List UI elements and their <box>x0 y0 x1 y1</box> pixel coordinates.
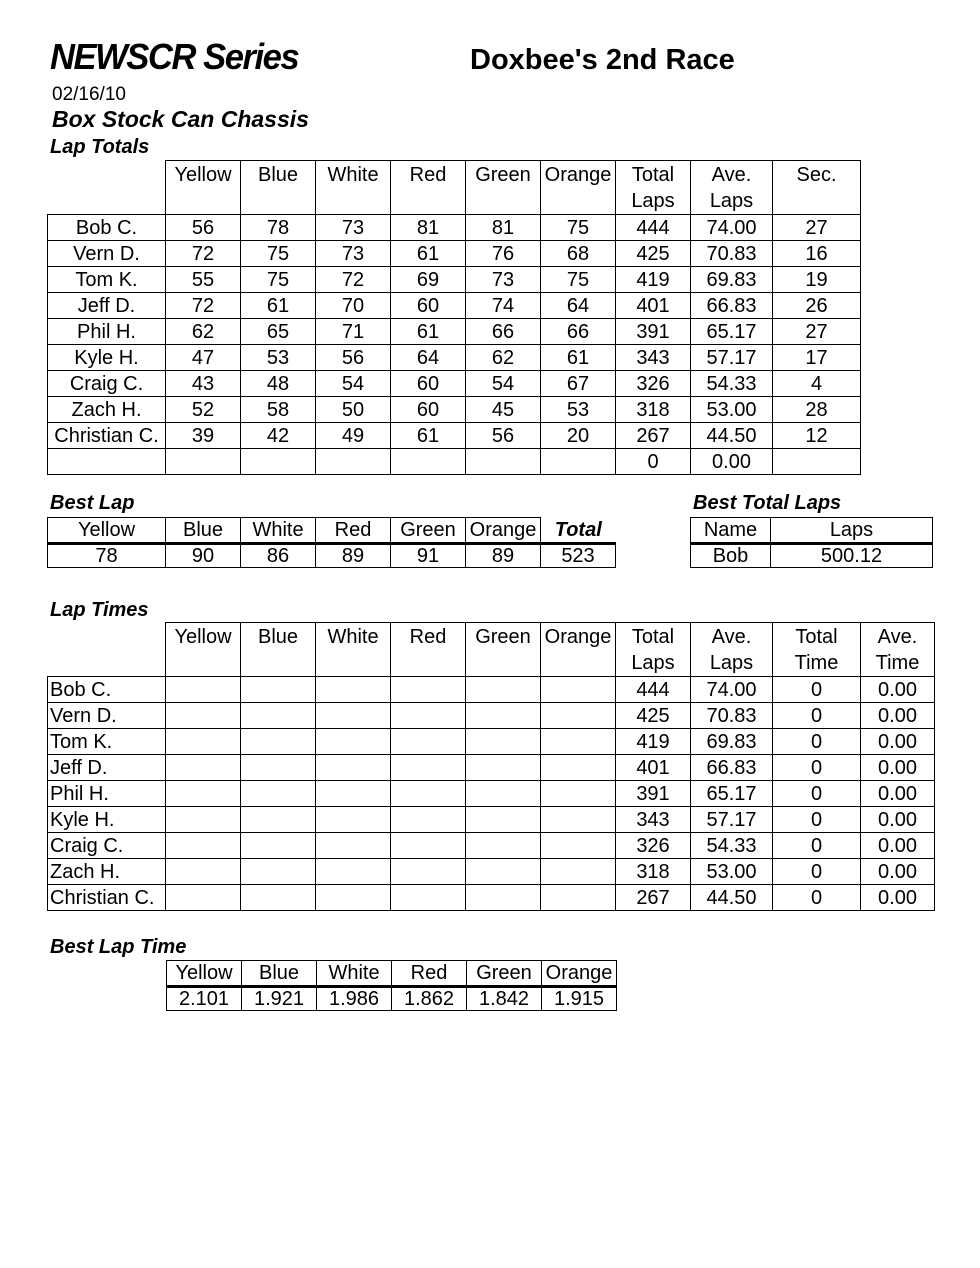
table-cell: 81 <box>466 215 541 241</box>
table-cell: 4 <box>773 371 861 397</box>
table-cell: 318 <box>616 397 691 423</box>
driver-name: Kyle H. <box>48 345 166 371</box>
table-cell: 27 <box>773 319 861 345</box>
table-cell <box>166 807 241 833</box>
table-cell <box>541 859 616 885</box>
table-cell <box>166 703 241 729</box>
table-cell <box>316 677 391 703</box>
best-lap-blue: 90 <box>166 544 241 568</box>
table-cell <box>166 781 241 807</box>
best-lap-time-red: 1.862 <box>392 987 467 1011</box>
table-cell <box>466 703 541 729</box>
table-cell <box>391 833 466 859</box>
col-header-white: White <box>316 161 391 215</box>
table-cell: 0.00 <box>861 859 935 885</box>
col-header-sec: Sec. <box>773 161 861 215</box>
table-cell <box>241 729 316 755</box>
table-cell <box>316 449 391 475</box>
table-cell <box>466 807 541 833</box>
col-header-yellow: Yellow <box>167 961 242 987</box>
table-cell: 0 <box>773 781 861 807</box>
col-header-total: Total <box>541 518 616 544</box>
table-cell: 401 <box>616 293 691 319</box>
driver-name: Craig C. <box>48 833 166 859</box>
driver-name: Vern D. <box>48 241 166 267</box>
table-row <box>48 859 935 885</box>
best-lap-table <box>47 517 616 568</box>
table-cell: 44.50 <box>691 423 773 449</box>
table-cell: 53 <box>541 397 616 423</box>
table-cell: 27 <box>773 215 861 241</box>
table-row <box>48 215 861 241</box>
lap-totals-title: Lap Totals <box>50 136 150 158</box>
table-cell: 61 <box>541 345 616 371</box>
table-cell <box>466 859 541 885</box>
table-cell: 0.00 <box>861 807 935 833</box>
table-cell <box>391 859 466 885</box>
best-lap-time-white: 1.986 <box>317 987 392 1011</box>
table-cell <box>541 677 616 703</box>
driver-name: Kyle H. <box>48 807 166 833</box>
best-lap-red: 89 <box>316 544 391 568</box>
table-cell <box>241 833 316 859</box>
col-header-name: Name <box>691 518 771 544</box>
table-cell: 45 <box>466 397 541 423</box>
table-row <box>48 293 861 319</box>
race-date: 02/16/10 <box>52 84 126 105</box>
table-cell <box>541 885 616 911</box>
driver-name: Phil H. <box>48 781 166 807</box>
col-header-red: Red <box>391 623 466 677</box>
table-cell <box>391 755 466 781</box>
table-cell <box>391 449 466 475</box>
table-cell: 0.00 <box>861 677 935 703</box>
table-cell: 444 <box>616 215 691 241</box>
table-cell: 72 <box>166 241 241 267</box>
table-cell: 72 <box>166 293 241 319</box>
driver-name: Bob C. <box>48 215 166 241</box>
table-cell: 69 <box>391 267 466 293</box>
lap-times-title: Lap Times <box>50 599 149 621</box>
driver-name: Jeff D. <box>48 755 166 781</box>
table-cell: 65.17 <box>691 781 773 807</box>
table-cell: 50 <box>316 397 391 423</box>
col-header-total-laps: Total Laps <box>616 161 691 215</box>
col-header-blue: Blue <box>241 161 316 215</box>
table-cell: 74.00 <box>691 215 773 241</box>
col-header-white: White <box>317 961 392 987</box>
table-cell: 81 <box>391 215 466 241</box>
lap-times-table <box>47 622 935 911</box>
table-row <box>48 807 935 833</box>
table-cell: 53.00 <box>691 859 773 885</box>
table-cell: 0 <box>773 807 861 833</box>
table-row <box>48 319 861 345</box>
best-total-laps-value-row <box>691 544 933 568</box>
table-cell: 0.00 <box>861 781 935 807</box>
table-cell <box>166 859 241 885</box>
best-total-laps: 500.12 <box>771 544 933 568</box>
best-lap-title: Best Lap <box>50 492 135 514</box>
table-cell: 73 <box>316 241 391 267</box>
table-cell: 74 <box>466 293 541 319</box>
col-header-red: Red <box>392 961 467 987</box>
table-cell <box>241 703 316 729</box>
table-cell: 42 <box>241 423 316 449</box>
table-cell <box>391 703 466 729</box>
table-cell: 64 <box>391 345 466 371</box>
table-cell: 49 <box>316 423 391 449</box>
table-cell <box>541 833 616 859</box>
table-cell: 54.33 <box>691 833 773 859</box>
table-cell: 55 <box>166 267 241 293</box>
table-cell: 419 <box>616 267 691 293</box>
table-cell <box>241 755 316 781</box>
table-cell <box>466 833 541 859</box>
table-cell: 326 <box>616 833 691 859</box>
best-lap-white: 86 <box>241 544 316 568</box>
table-cell: 43 <box>166 371 241 397</box>
table-cell <box>166 729 241 755</box>
best-lap-time-table <box>166 960 617 1011</box>
table-cell: 401 <box>616 755 691 781</box>
table-row <box>48 677 935 703</box>
race-class: Box Stock Can Chassis <box>52 106 309 132</box>
table-cell: 0.00 <box>861 703 935 729</box>
table-cell: 72 <box>316 267 391 293</box>
table-cell: 61 <box>391 241 466 267</box>
table-cell <box>316 859 391 885</box>
table-cell: 0.00 <box>861 755 935 781</box>
col-header-white: White <box>241 518 316 544</box>
table-cell <box>166 833 241 859</box>
table-cell: 44.50 <box>691 885 773 911</box>
table-cell: 0 <box>773 703 861 729</box>
driver-name: Zach H. <box>48 859 166 885</box>
table-cell: 0 <box>616 449 691 475</box>
table-cell: 16 <box>773 241 861 267</box>
table-cell <box>391 885 466 911</box>
table-cell: 425 <box>616 703 691 729</box>
table-cell: 20 <box>541 423 616 449</box>
table-cell <box>466 449 541 475</box>
table-cell: 70 <box>316 293 391 319</box>
table-cell: 66 <box>466 319 541 345</box>
table-row <box>48 449 861 475</box>
header-spacer <box>48 161 166 215</box>
table-cell: 26 <box>773 293 861 319</box>
table-cell <box>166 677 241 703</box>
series-title: NEWSCR Series <box>50 36 299 77</box>
table-row <box>48 729 935 755</box>
col-header-green: Green <box>391 518 466 544</box>
table-cell <box>241 449 316 475</box>
table-cell <box>541 729 616 755</box>
table-cell <box>466 677 541 703</box>
table-cell <box>316 807 391 833</box>
col-header-ave-laps: Ave. Laps <box>691 161 773 215</box>
table-cell: 425 <box>616 241 691 267</box>
table-row <box>48 755 935 781</box>
table-cell: 0 <box>773 859 861 885</box>
table-cell: 69.83 <box>691 729 773 755</box>
table-row <box>48 833 935 859</box>
best-lap-time-yellow: 2.101 <box>167 987 242 1011</box>
table-row <box>48 267 861 293</box>
table-cell <box>466 885 541 911</box>
table-cell: 56 <box>466 423 541 449</box>
table-cell: 69.83 <box>691 267 773 293</box>
table-row <box>48 703 935 729</box>
table-row <box>48 423 861 449</box>
table-cell: 267 <box>616 423 691 449</box>
best-total-laps-title: Best Total Laps <box>693 492 842 514</box>
driver-name: Jeff D. <box>48 293 166 319</box>
table-row <box>48 241 861 267</box>
table-cell <box>541 449 616 475</box>
col-header-yellow: Yellow <box>166 623 241 677</box>
table-cell <box>466 781 541 807</box>
table-cell <box>316 885 391 911</box>
col-header-total-time: Total Time <box>773 623 861 677</box>
col-header-red: Red <box>391 161 466 215</box>
table-cell <box>316 729 391 755</box>
table-cell: 0 <box>773 677 861 703</box>
table-cell: 318 <box>616 859 691 885</box>
table-cell <box>166 449 241 475</box>
driver-name: Bob C. <box>48 677 166 703</box>
table-cell: 56 <box>316 345 391 371</box>
table-cell: 267 <box>616 885 691 911</box>
table-cell: 75 <box>241 241 316 267</box>
col-header-red: Red <box>316 518 391 544</box>
table-cell: 0.00 <box>861 885 935 911</box>
table-cell <box>391 781 466 807</box>
table-cell <box>316 833 391 859</box>
table-cell: 0 <box>773 755 861 781</box>
table-cell <box>541 807 616 833</box>
table-cell <box>773 449 861 475</box>
driver-name: Christian C. <box>48 423 166 449</box>
table-cell: 70.83 <box>691 703 773 729</box>
table-cell: 76 <box>466 241 541 267</box>
table-cell: 53 <box>241 345 316 371</box>
table-cell: 0 <box>773 885 861 911</box>
table-cell: 54 <box>466 371 541 397</box>
best-lap-time-header-row <box>167 961 617 987</box>
header-spacer <box>48 623 166 677</box>
table-cell: 66.83 <box>691 293 773 319</box>
table-cell <box>316 703 391 729</box>
table-cell: 57.17 <box>691 807 773 833</box>
lap-totals-table <box>47 160 861 475</box>
driver-name <box>48 449 166 475</box>
table-cell <box>241 859 316 885</box>
table-cell: 0.00 <box>691 449 773 475</box>
lap-totals-header-row <box>48 161 861 215</box>
col-header-blue: Blue <box>166 518 241 544</box>
table-cell <box>316 755 391 781</box>
col-header-total-laps: Total Laps <box>616 623 691 677</box>
driver-name: Zach H. <box>48 397 166 423</box>
table-row <box>48 781 935 807</box>
table-cell: 61 <box>241 293 316 319</box>
best-lap-header-row <box>48 518 616 544</box>
table-row <box>48 345 861 371</box>
table-cell: 28 <box>773 397 861 423</box>
table-cell <box>241 781 316 807</box>
col-header-green: Green <box>466 623 541 677</box>
lap-times-header-row <box>48 623 935 677</box>
table-cell <box>166 755 241 781</box>
table-cell: 78 <box>241 215 316 241</box>
table-cell: 57.17 <box>691 345 773 371</box>
table-cell: 73 <box>316 215 391 241</box>
best-lap-total: 523 <box>541 544 616 568</box>
col-header-orange: Orange <box>542 961 617 987</box>
col-header-orange: Orange <box>541 161 616 215</box>
driver-name: Tom K. <box>48 729 166 755</box>
best-total-laps-table <box>690 517 933 568</box>
table-cell: 47 <box>166 345 241 371</box>
table-cell: 74.00 <box>691 677 773 703</box>
table-cell: 19 <box>773 267 861 293</box>
table-cell: 67 <box>541 371 616 397</box>
driver-name: Tom K. <box>48 267 166 293</box>
col-header-green: Green <box>467 961 542 987</box>
col-header-blue: Blue <box>241 623 316 677</box>
best-lap-orange: 89 <box>466 544 541 568</box>
table-cell <box>241 677 316 703</box>
table-cell: 60 <box>391 371 466 397</box>
table-cell: 326 <box>616 371 691 397</box>
table-cell <box>241 885 316 911</box>
table-cell: 52 <box>166 397 241 423</box>
table-cell: 60 <box>391 293 466 319</box>
table-cell <box>316 781 391 807</box>
table-cell: 343 <box>616 345 691 371</box>
table-row <box>48 371 861 397</box>
table-cell: 17 <box>773 345 861 371</box>
table-row <box>48 885 935 911</box>
table-cell: 391 <box>616 781 691 807</box>
col-header-orange: Orange <box>466 518 541 544</box>
table-cell: 65 <box>241 319 316 345</box>
driver-name: Christian C. <box>48 885 166 911</box>
col-header-green: Green <box>466 161 541 215</box>
best-lap-time-value-row <box>167 987 617 1011</box>
table-cell: 0.00 <box>861 833 935 859</box>
table-cell: 0.00 <box>861 729 935 755</box>
table-cell: 53.00 <box>691 397 773 423</box>
table-cell: 0 <box>773 729 861 755</box>
best-total-name: Bob <box>691 544 771 568</box>
table-cell: 61 <box>391 423 466 449</box>
race-title: Doxbee's 2nd Race <box>470 44 735 76</box>
col-header-blue: Blue <box>242 961 317 987</box>
table-cell: 75 <box>541 267 616 293</box>
table-cell <box>541 781 616 807</box>
col-header-ave-time: Ave. Time <box>861 623 935 677</box>
driver-name: Phil H. <box>48 319 166 345</box>
table-cell <box>541 755 616 781</box>
col-header-ave-laps: Ave. Laps <box>691 623 773 677</box>
table-cell: 75 <box>541 215 616 241</box>
col-header-white: White <box>316 623 391 677</box>
table-cell <box>541 703 616 729</box>
table-cell: 71 <box>316 319 391 345</box>
table-cell: 68 <box>541 241 616 267</box>
table-cell: 61 <box>391 319 466 345</box>
table-cell: 48 <box>241 371 316 397</box>
col-header-yellow: Yellow <box>166 161 241 215</box>
table-cell: 73 <box>466 267 541 293</box>
best-lap-time-blue: 1.921 <box>242 987 317 1011</box>
best-lap-green: 91 <box>391 544 466 568</box>
table-cell <box>391 729 466 755</box>
table-cell: 419 <box>616 729 691 755</box>
table-cell: 444 <box>616 677 691 703</box>
driver-name: Craig C. <box>48 371 166 397</box>
table-cell <box>391 807 466 833</box>
col-header-orange: Orange <box>541 623 616 677</box>
table-cell <box>466 755 541 781</box>
best-lap-time-title: Best Lap Time <box>50 936 187 958</box>
table-cell: 66.83 <box>691 755 773 781</box>
table-cell: 60 <box>391 397 466 423</box>
table-cell: 0 <box>773 833 861 859</box>
table-cell: 64 <box>541 293 616 319</box>
table-cell <box>241 807 316 833</box>
best-total-laps-header-row <box>691 518 933 544</box>
table-cell: 70.83 <box>691 241 773 267</box>
best-lap-time-green: 1.842 <box>467 987 542 1011</box>
table-cell: 343 <box>616 807 691 833</box>
table-cell: 58 <box>241 397 316 423</box>
table-cell: 62 <box>166 319 241 345</box>
table-cell <box>391 677 466 703</box>
table-cell: 39 <box>166 423 241 449</box>
table-cell: 65.17 <box>691 319 773 345</box>
table-cell: 56 <box>166 215 241 241</box>
table-cell: 75 <box>241 267 316 293</box>
table-cell: 66 <box>541 319 616 345</box>
col-header-laps: Laps <box>771 518 933 544</box>
table-cell: 54.33 <box>691 371 773 397</box>
table-cell: 12 <box>773 423 861 449</box>
table-cell: 391 <box>616 319 691 345</box>
best-lap-time-orange: 1.915 <box>542 987 617 1011</box>
best-lap-value-row <box>48 544 616 568</box>
table-cell: 54 <box>316 371 391 397</box>
table-cell <box>466 729 541 755</box>
table-row <box>48 397 861 423</box>
best-lap-yellow: 78 <box>48 544 166 568</box>
col-header-yellow: Yellow <box>48 518 166 544</box>
table-cell <box>166 885 241 911</box>
driver-name: Vern D. <box>48 703 166 729</box>
table-cell: 62 <box>466 345 541 371</box>
